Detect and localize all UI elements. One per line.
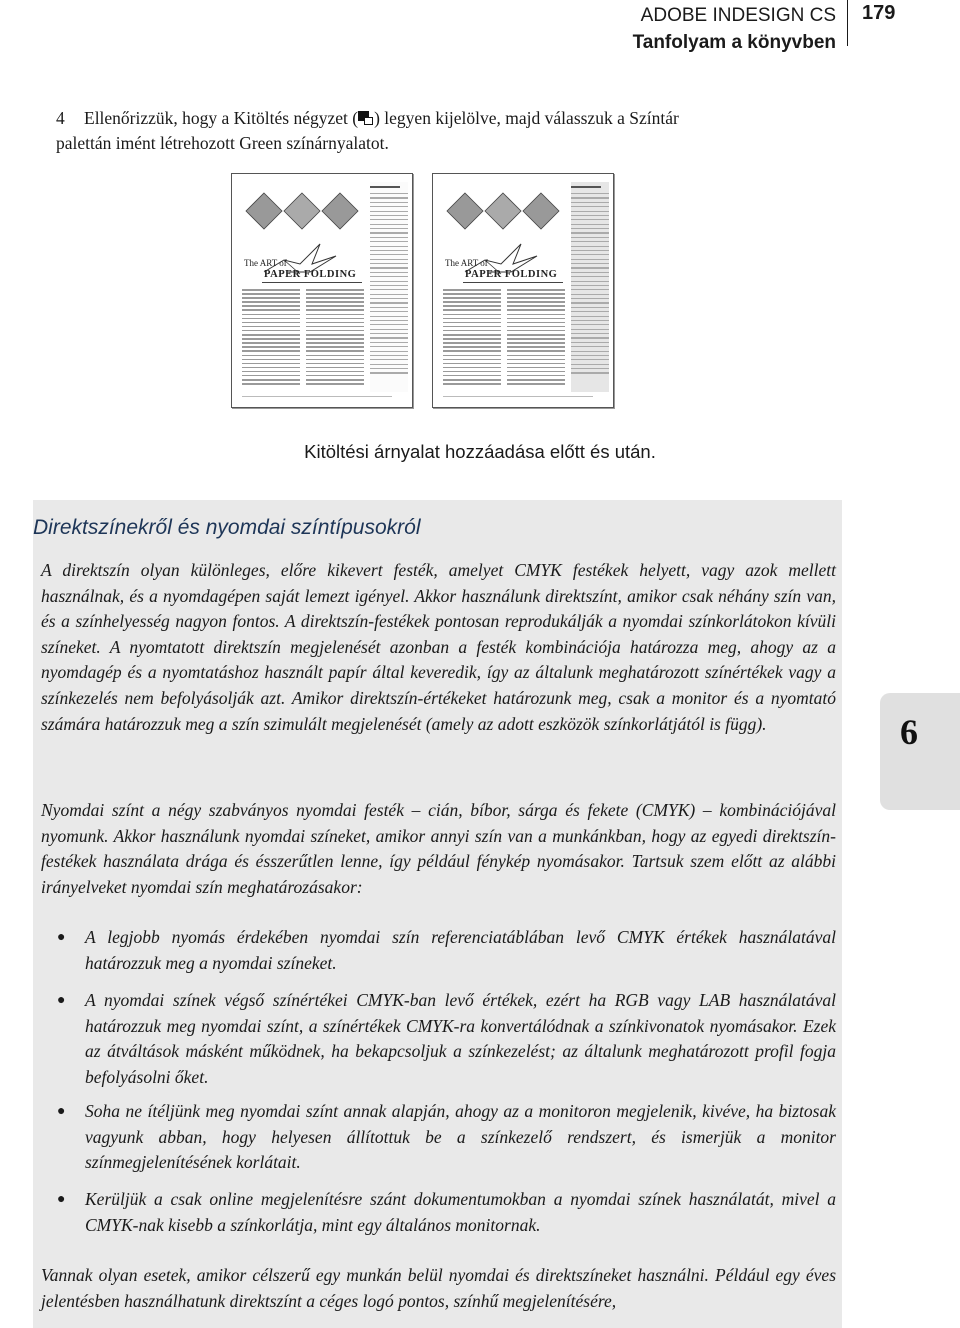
text-column: [507, 289, 565, 391]
sidebar-paragraph-2: Nyomdai színt a négy szabványos nyomdai festék – cián, bíbor, sárga és fekete (CMYK) – kombinációjával nyomunk. Akkor használunk nyomdai színeket, amikor annyi szín van a munkánkban, hogy az egyedi direktszín-festékek használata drága és ésszerűtlen lenne, így például fénykép nyomásakor. Tartsuk szem előtt az alábbi irányelveket nyomdai szín meghatározásakor:: [41, 800, 836, 897]
text-column: [242, 289, 300, 391]
bullet-icon: ●: [57, 930, 66, 945]
page-number: 179: [862, 2, 896, 24]
sidebar-text-frame-filled: [571, 182, 609, 392]
sidebar-text-frame: [370, 182, 408, 392]
fill-box-icon: [358, 111, 374, 125]
list-item: ● Soha ne ítéljünk meg nyomdai színt annak alapján, ahogy az a monitoron megjelenik, kivéve, ha biztosak vagyunk abban, hogy helyesen állítottuk be a színkezelő rendszert, és ismerjük a monitor színmegjelenítésének korlátait.: [57, 1101, 836, 1173]
chapter-number: 6: [900, 712, 918, 752]
text-column: [306, 289, 364, 391]
bullet-icon: ●: [57, 1192, 66, 1207]
sidebar-paragraph-3: Vannak olyan esetek, amikor célszerű egy munkán belül nyomdai és direktszíneket használni. Például egy éves jelentésben használhatunk direktszínt a céges logó pontos, színhű megjelenítésére,: [41, 1265, 836, 1311]
sidebar-paragraph-1: A direktszín olyan különleges, előre kikevert festék, amelyet CMYK festékek helyett, vagy azok mellett használnak, és a nyomdagépen saját lemezt igényel. Akkor használunk direktszínt, amikor csak néhány szín van, és a színhelyesség nagyon fontos. A direktszín-festékek pontosan reprodukálják a nyomdai színkorlátokon kívüli színeket. A nyomtatott direktszín megjelenését azonban a festék kombinációja határozza meg, ahogy az a nyomdagép és a nyomtatáshoz használt papír által keveredik, így az általunk meghatározott színértékek vagy a színkezelés nem befolyásolják azt. Amikor direktszín-értékeket határozunk meg, csak a monitor és a nyomtató számára határozzuk meg a szín szimulált megjelenését (amely az adott eszközök színkorlátjától is függ).: [41, 560, 836, 734]
step-text: [84, 106, 854, 131]
book-title: ADOBE INDESIGN CS: [640, 5, 836, 26]
bullet-icon: ●: [57, 993, 66, 1008]
list-item: ● A legjobb nyomás érdekében nyomdai szín referenciatáblában levő CMYK értékek használatával határozzuk meg a nyomdai színeket.: [57, 927, 836, 973]
step-text-line2: palettán imént létrehozott Green színárnyalatot.: [56, 133, 389, 153]
step-number: 4: [56, 108, 65, 128]
figure-caption: Kitöltési árnyalat hozzáadása előtt és után.: [304, 441, 656, 462]
info-sidebar: [33, 500, 842, 1328]
book-subtitle: Tanfolyam a könyvben: [632, 32, 836, 53]
diamonds-illustration: [445, 188, 561, 238]
list-item: ● Kerüljük a csak online megjelenítésre szánt dokumentumokban a nyomdai színek használatát, mivel a CMYK-nak kisebb a színkorlátja, mint egy általános monitornak.: [57, 1189, 836, 1235]
step-text-part1: Ellenőrizzük, hogy a Kitöltés négyzet (: [84, 108, 359, 128]
chapter-tab: [880, 693, 960, 810]
footer-rule: [443, 396, 593, 397]
list-item: ● A nyomdai színek végső színértékei CMYK-ban levő értékek, ezért ha RGB vagy LAB használatával határozzuk meg nyomdai színt, a színértékek CMYK-ra konvertálódnak a színkivonatok nyomásakor. Ezek az átváltások másként működnek, ha bekapcsoljuk a színkezelést; az általunk meghatározott profil fogja befolyásolni őket.: [57, 990, 836, 1087]
running-header: [633, 2, 836, 56]
footer-rule: [242, 396, 392, 397]
bullet-icon: ●: [57, 1104, 66, 1119]
thumbnail-after: The ART of PAPER FOLDING: [432, 173, 614, 408]
step-text-part2: ) legyen kijelölve, majd válasszuk a Színtár: [374, 108, 679, 128]
header-divider: [847, 0, 848, 46]
text-column: [443, 289, 501, 391]
thumbnail-before: The ART of PAPER FOLDING: [231, 173, 413, 408]
sidebar-title: Direktszínekről és nyomdai színtípusokról: [33, 516, 421, 539]
diamonds-illustration: [244, 188, 360, 238]
